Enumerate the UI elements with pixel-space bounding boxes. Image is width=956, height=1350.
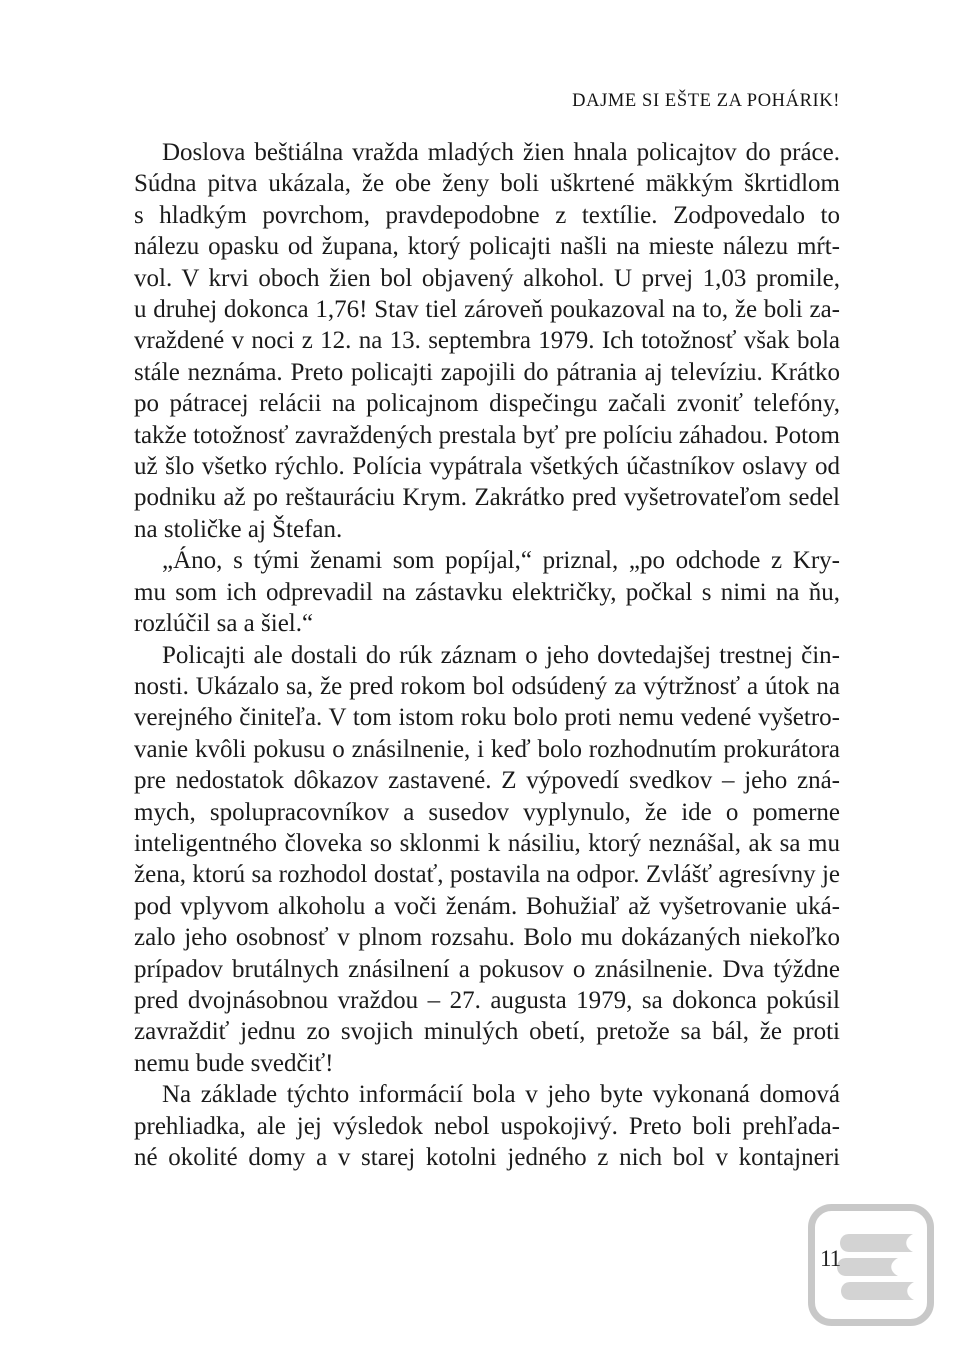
text-line: už šlo všetko rýchlo. Polícia vypátrala všetkých účastníkov oslavy od <box>134 453 840 481</box>
book-top <box>840 1234 913 1252</box>
paragraph <box>134 545 840 639</box>
paragraph <box>134 1079 840 1173</box>
text-line: po pátracej relácii na policajnom dispečingu začali zvoniť telefóny, <box>134 390 840 418</box>
text-line: verejného činiteľa. V tom istom roku bolo proti nemu vedené vyšetro- <box>134 704 840 732</box>
text-line: mu som ich odprevadil na zástavku električky, počkal s nimi na ňu, <box>134 578 840 606</box>
text-line: rozlúčil sa a šiel.“ <box>134 610 314 638</box>
text-line: žena, ktorú sa rozhodol dostať, postavila na odpor. Zvlášť agresívny je <box>134 861 840 889</box>
text-line: vanie kvôli pokusu o znásilnenie, i keď bolo rozhodnutím prokurátora <box>134 735 840 763</box>
text-line: prehliadka, ale jej výsledok nebol uspokojivý. Preto boli prehľada- <box>134 1112 840 1140</box>
page-number: 11 <box>820 1246 841 1271</box>
text-line: na stoličke aj Štefan. <box>134 515 343 543</box>
text-line: vraždené v noci z 12. na 13. septembra 1979. Ich totožnosť však bola <box>134 327 840 355</box>
text-line: takže totožnosť zavraždených prestala byť pre políciu záhadou. Potom <box>134 421 840 449</box>
paragraph <box>134 137 840 545</box>
text-line: pod vplyvom alkoholu a voči ženám. Bohužiaľ až vyšetrovanie uká- <box>134 892 840 920</box>
body-text <box>134 137 840 1173</box>
text-line: Doslova beštiálna vražda mladých žien hnala policajtov do práce. <box>162 139 840 166</box>
text-line: stále neznáma. Preto policajti zapojili do pátrania aj televíziu. Krátko <box>134 358 840 386</box>
running-header: DAJME SI EŠTE ZA POHÁRIK! <box>572 91 840 111</box>
text-line: pre nedostatok dôkazov zastavené. Z výpovedí svedkov – jeho zná- <box>134 767 840 795</box>
text-line: prípadov brutálnych znásilnení a pokusov o znásilnenie. Dva týždne <box>134 955 840 983</box>
book-middle <box>837 1258 898 1276</box>
text-line: Na základe týchto informácií bola v jeho byte vykonaná domová <box>162 1081 840 1109</box>
text-line: nosti. Ukázalo sa, že pred rokom bol odsúdený za výtržnosť a útok na <box>134 672 840 700</box>
text-line: nemu bude svedčiť! <box>134 1049 334 1077</box>
paragraph <box>134 640 840 1080</box>
text-line: podniku až po reštauráciu Krym. Zakrátko pred vyšetrovateľom sedel <box>134 484 840 512</box>
text-line: Súdna pitva ukázala, že obe ženy boli uškrtené mäkkým škrtidlom <box>134 170 840 198</box>
book-bottom <box>841 1282 914 1300</box>
text-line: Policajti ale dostali do rúk záznam o jeho dovtedajšej trestnej čin- <box>162 641 840 669</box>
text-line: zalo jeho osobnosť v plnom rozsahu. Bolo mu dokázaných niekoľko <box>134 924 840 952</box>
text-line: „Áno, s tými ženami som popíjal,“ priznal, „po odchode z Kry- <box>162 547 840 575</box>
text-line: pred dvojnásobnou vraždou – 27. augusta 1979, sa dokonca pokúsil <box>134 986 840 1014</box>
text-line: s hladkým povrchom, pravdepodobne z textílie. Zodpovedalo to <box>134 201 840 229</box>
text-line: né okolité domy a v starej kotolni jedného z nich bol v kontajneri <box>134 1144 840 1171</box>
text-line: mych, spolupracovníkov a susedov vyplynulo, že ide o pomerne <box>134 798 840 826</box>
text-line: u druhej dokonca 1,76! Stav tiel zároveň poukazoval na to, že boli za- <box>134 296 840 324</box>
text-line: nálezu opasku od župana, ktorý policajti našli na mieste nálezu mŕt- <box>134 233 840 261</box>
text-line: zavraždiť jednu zo svojich minulých obetí, pretože sa bál, že proti <box>134 1018 840 1046</box>
text-line: inteligentného človeka so sklonmi k násiliu, ktorý neznášal, ak sa mu <box>134 829 840 857</box>
text-line: vol. V krvi oboch žien bol objavený alkohol. U prvej 1,03 promile, <box>134 264 840 292</box>
